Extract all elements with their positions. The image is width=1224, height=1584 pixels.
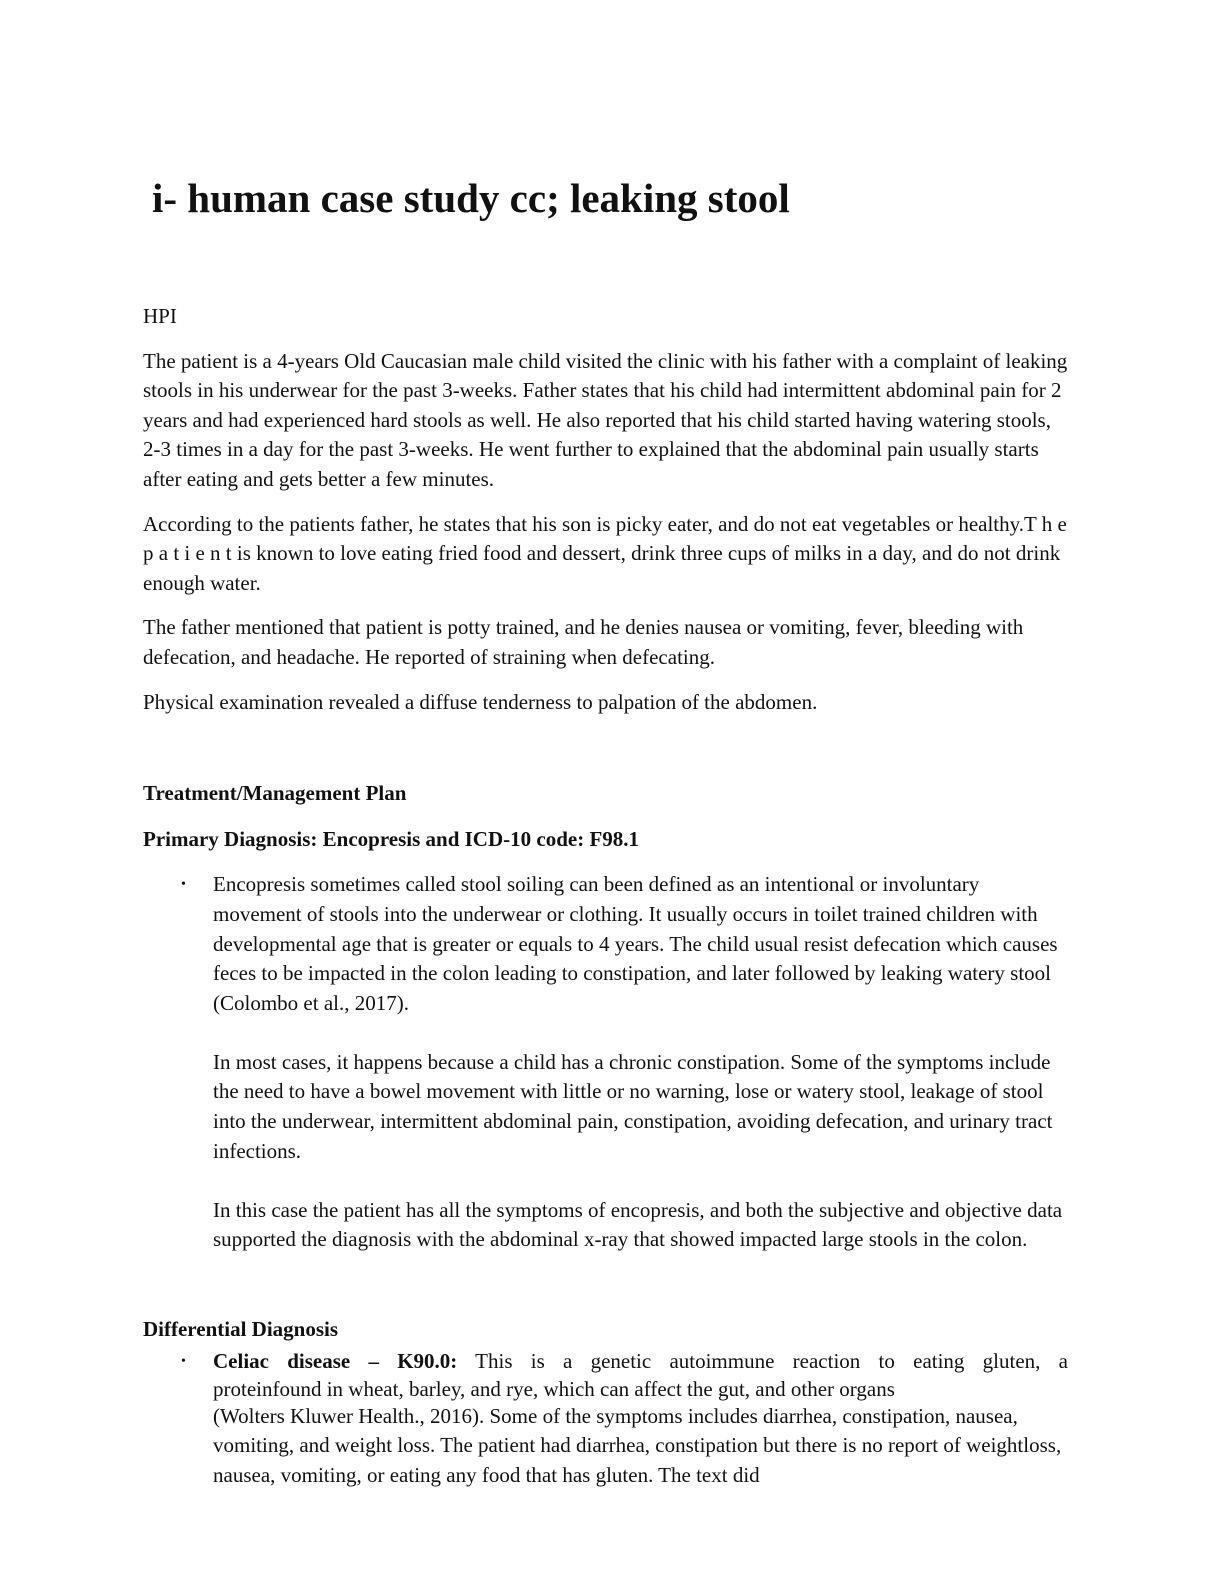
encopresis-definition: Encopresis sometimes called stool soiling can been defined as an intentional or involuntary movement of stools into the underwear or clothing. It usually occurs in toilet trained children with developmental age that is greater or equals to 4 years. The child usual resist defecation which causes feces to be impacted in the colon leading to constipation, and later followed by leaking watery stool (Colombo et al., 2017). (213, 872, 1058, 1015)
document-title: i- human case study cc; leaking stool (152, 175, 790, 221)
hpi-paragraph-3: The father mentioned that patient is potty trained, and he denies nausea or vomiting, fever, bleeding with defecation, and headache. He reported of straining when defecating. (143, 615, 1024, 669)
celiac-label: Celiac disease – K90.0: (213, 1348, 458, 1373)
hpi-paragraph-4: Physical examination revealed a diffuse tenderness to palpation of the abdomen. (143, 689, 818, 714)
bullet-icon: • (181, 877, 186, 893)
primary-diagnosis-heading: Primary Diagnosis: Encopresis and ICD-10 code: F98.1 (143, 826, 640, 851)
encopresis-symptoms: In most cases, it happens because a child has a chronic constipation. Some of the symptoms include the need to have a bowel movement with little or no warning, lose or watery stool, leakage of stool into the underwear, intermittent abdominal pain, constipation, avoiding defecation, and urinary tract infections. (213, 1049, 1053, 1163)
bullet-icon: • (181, 1353, 186, 1369)
treatment-heading: Treatment/Management Plan (143, 781, 407, 806)
hpi-paragraph-1: The patient is a 4-years Old Caucasian male child visited the clinic with his father with a complaint of leaking stools in his underwear for the past 3-weeks. Father states that his child had intermittent abdominal pain for 2 years and had experienced hard stools as well. He also reported that his child started having watering stools, 2-3 times in a day for the past 3-weeks. He went further to explained that the abdominal pain usually starts after eating and gets better a few minutes. (143, 348, 1068, 491)
celiac-line1-text: This is a genetic autoimmune reaction to eating gluten, a (457, 1348, 1068, 1373)
document-body (143, 302, 1068, 1490)
celiac-bullet (143, 1347, 1068, 1491)
celiac-first-line (213, 1347, 1068, 1376)
celiac-description: (Wolters Kluwer Health., 2016). Some of the symptoms includes diarrhea, constipation, nausea, vomiting, and weight loss. The patient had diarrhea, constipation but there is no report of weightloss, nausea, vomiting, or eating any food that has gluten. The text did (213, 1403, 1062, 1487)
encopresis-case-summary: In this case the patient has all the symptoms of encopresis, and both the subjective and objective data supported the diagnosis with the abdominal x-ray that showed impacted large stools in the colon. (213, 1197, 1063, 1252)
celiac-second-line: proteinfound in wheat, barley, and rye, which can affect the gut, and other organs (213, 1376, 895, 1401)
hpi-paragraph-2: According to the patients father, he states that his son is picky eater, and do not eat vegetables or healthy.T h e p a t i e n t is known to love eating fried food and dessert, drink three cups of milks in a day, and do not drink enough water. (143, 511, 1067, 595)
hpi-heading: HPI (143, 304, 177, 328)
encopresis-bullet (143, 870, 1068, 1255)
differential-heading: Differential Diagnosis (143, 1317, 339, 1342)
